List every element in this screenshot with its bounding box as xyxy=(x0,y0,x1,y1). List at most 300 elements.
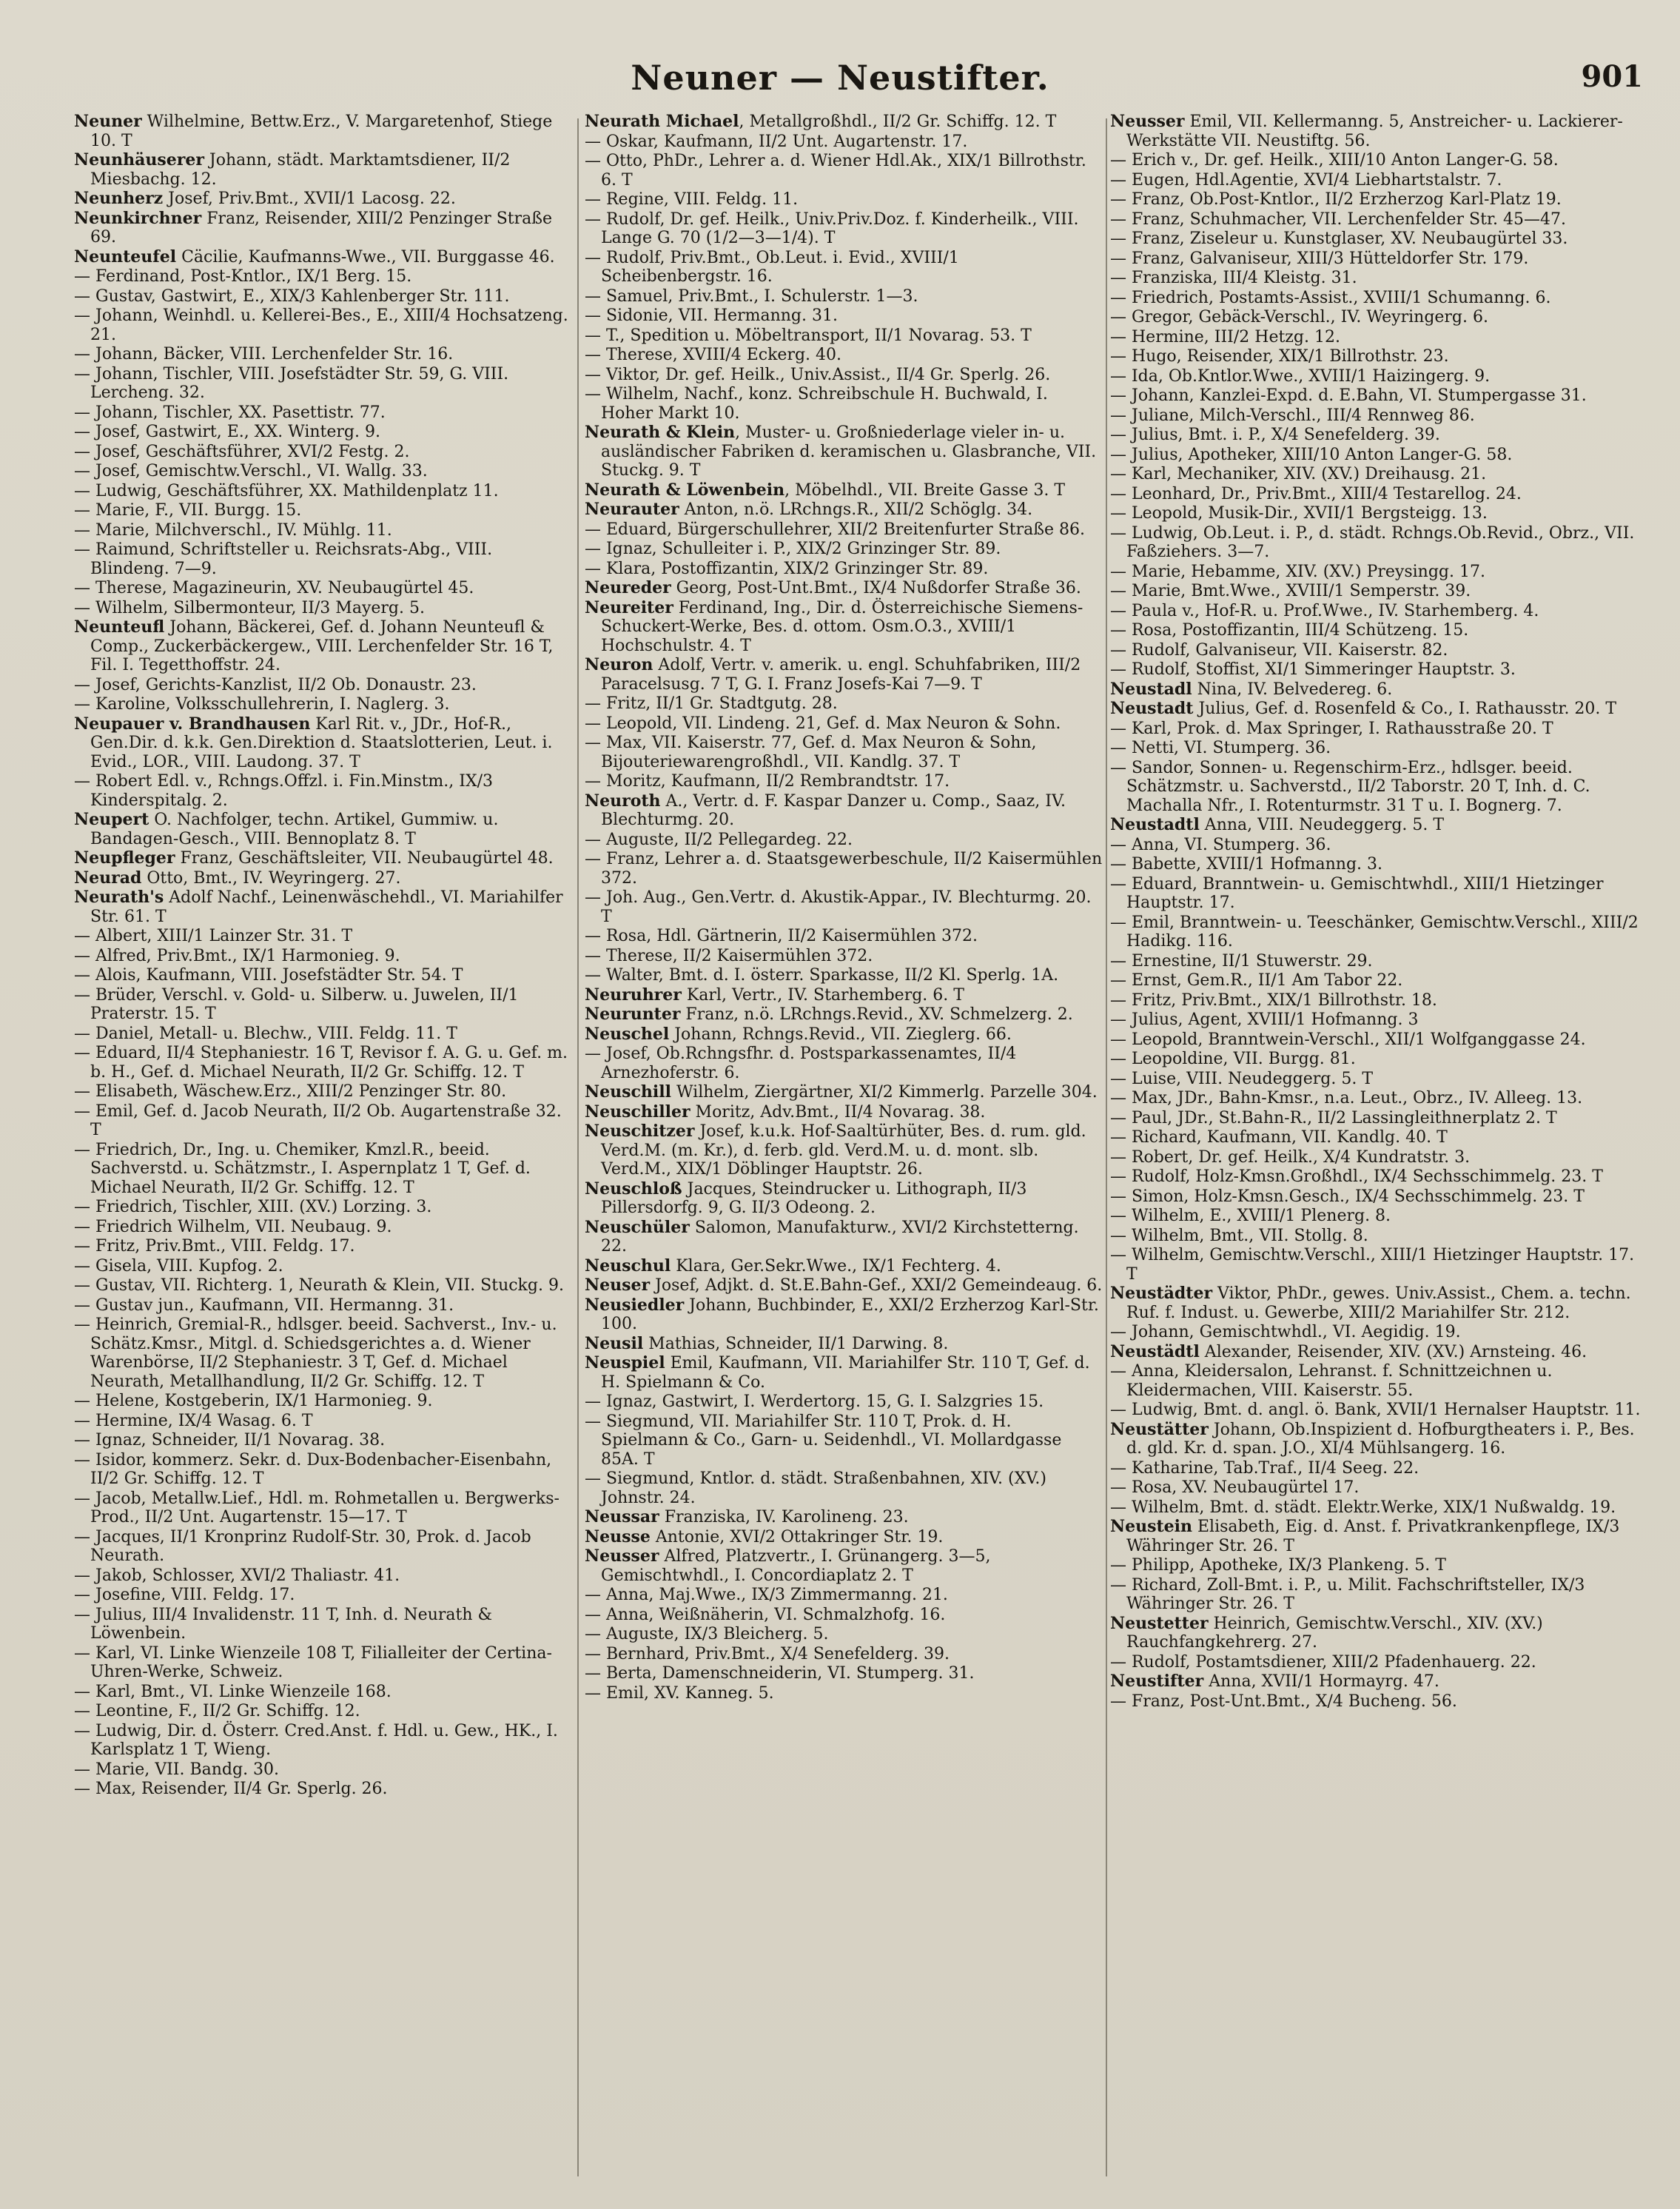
entry-text: Viktor, PhDr., gewes. Univ.Assist., Chem. a. techn. Ruf. f. Indust. u. Gewerbe, XIII/2 Mariahilfer Str. 212. xyxy=(1126,1284,1631,1322)
directory-entry xyxy=(74,209,570,247)
directory-entry xyxy=(1110,1010,1643,1030)
directory-entry xyxy=(1110,210,1643,229)
directory-entry xyxy=(74,811,570,848)
entry-text: — Karl, Prok. d. Max Springer, I. Rathausstraße 20. T xyxy=(1110,719,1553,738)
entry-surname: Neusil xyxy=(585,1333,644,1353)
directory-entry xyxy=(585,540,1103,559)
directory-entry xyxy=(1110,1070,1643,1089)
column-divider xyxy=(1106,118,1107,2176)
entry-text: Josef, k.u.k. Hof-Saaltürhüter, Bes. d. rum. gld. Verd.M. (m. Kr.), d. ferb. gld. Verd.M. u. d. mont. slb. Verd.M., XIX/1 Döblinger Hauptstr. 26. xyxy=(601,1122,1086,1179)
entry-text: — Rosa, Postoffizantin, III/4 Schützeng. 15. xyxy=(1110,621,1469,640)
entry-text: — Franz, Galvaniseur, XIII/3 Hütteldorfer Str. 179. xyxy=(1110,249,1529,268)
directory-entry xyxy=(1110,875,1643,913)
directory-entry xyxy=(1110,1518,1643,1555)
directory-entry xyxy=(1110,347,1643,366)
entry-text: — Rudolf, Postamtsdiener, XIII/2 Pfadenhauerg. 22. xyxy=(1110,1652,1536,1672)
directory-entry xyxy=(74,849,570,868)
directory-entry xyxy=(74,1198,570,1217)
entry-text: — Oskar, Kaufmann, II/2 Unt. Augartenstr. 17. xyxy=(585,132,968,151)
directory-entry xyxy=(585,287,1103,306)
entry-text: — Gregor, Gebäck-Verschl., IV. Weyringerg. 6. xyxy=(1110,308,1488,326)
directory-entry xyxy=(585,792,1103,830)
directory-entry xyxy=(585,1625,1103,1644)
directory-entry xyxy=(585,579,1103,598)
entry-text: Emil, VII. Kellermanng. 5, Anstreicher- u. Lackierer-Werkstätte VII. Neustiftg. 56. xyxy=(1126,113,1623,150)
entry-text: — Karoline, Volksschullehrerin, I. Naglerg. 3. xyxy=(74,695,450,714)
directory-entry xyxy=(585,1586,1103,1605)
directory-entry xyxy=(1110,1323,1643,1342)
directory-entry xyxy=(585,346,1103,365)
directory-entry xyxy=(1110,991,1643,1010)
entry-text: — Berta, Damenschneiderin, VI. Stumperg. 31. xyxy=(585,1664,975,1683)
entry-text: — Franziska, III/4 Kleistg. 31. xyxy=(1110,269,1357,287)
directory-entry xyxy=(74,695,570,714)
entry-surname: Neurath's xyxy=(74,888,164,907)
directory-entry xyxy=(585,947,1103,966)
entry-text: — Friedrich Wilhelm, VII. Neubaug. 9. xyxy=(74,1217,392,1236)
entry-text: Adolf Nachf., Leinenwäschehdl., VI. Mariahilfer Str. 61. T xyxy=(90,888,563,926)
directory-entry xyxy=(1110,1459,1643,1478)
entry-text: Ferdinand, Ing., Dir. d. Österreichische Siemens-Schuckert-Werke, Bes. d. ottom. Osm.O.3., XVIII/1 Hochschulstr. 4. T xyxy=(601,598,1083,655)
directory-entry xyxy=(74,190,570,209)
directory-entry xyxy=(1110,1284,1643,1322)
entry-text: — Rosa, Hdl. Gärtnerin, II/2 Kaisermühlen 372. xyxy=(585,927,978,945)
entry-surname: Neustein xyxy=(1110,1517,1192,1536)
directory-entry xyxy=(1110,1343,1643,1362)
directory-entry xyxy=(1110,426,1643,445)
entry-text: — Samuel, Priv.Bmt., I. Schulerstr. 1—3. xyxy=(585,286,918,306)
directory-entry xyxy=(74,540,570,578)
entry-text: Julius, Gef. d. Rosenfeld & Co., I. Rathausstr. 20. T xyxy=(1193,700,1617,718)
entry-text: — Max, VII. Kaiserstr. 77, Gef. d. Max Neuron & Sohn, Bijouteriewarengroßhdl., VII. Kandlg. 37. T xyxy=(585,734,1037,771)
directory-entry xyxy=(74,1218,570,1237)
entry-text: — Friedrich, Postamts-Assist., XVIII/1 Schumanng. 6. xyxy=(1110,288,1551,307)
directory-entry xyxy=(1110,1128,1643,1147)
entry-text: — Anna, Kleidersalon, Lehranst. f. Schnittzeichnen u. Kleidermachen, VIII. Kaiserstr. 55. xyxy=(1110,1362,1553,1400)
entry-text: — Marie, Milchverschl., IV. Mühlg. 11. xyxy=(74,520,392,540)
directory-entry xyxy=(1110,446,1643,465)
entry-text: — Richard, Kaufmann, VII. Kandlg. 40. T xyxy=(1110,1128,1448,1147)
entry-text: Wilhelmine, Bettw.Erz., V. Margaretenhof, Stiege 10. T xyxy=(90,113,553,150)
directory-entry xyxy=(74,618,570,675)
directory-entry xyxy=(74,1644,570,1682)
directory-entry xyxy=(74,1431,570,1450)
entry-surname: Neustetter xyxy=(1110,1613,1209,1633)
entry-surname: Neuner xyxy=(74,113,142,131)
directory-entry xyxy=(74,1315,570,1391)
entry-text: — Wilhelm, Bmt. d. städt. Elektr.Werke, XIX/1 Nußwaldg. 19. xyxy=(1110,1498,1616,1517)
directory-entry xyxy=(74,927,570,946)
entry-text: — Hugo, Reisender, XIX/1 Billrothstr. 23. xyxy=(1110,347,1449,366)
directory-entry xyxy=(585,423,1103,480)
entry-text: — Josef, Gerichts-Kanzlist, II/2 Ob. Donaustr. 23. xyxy=(74,675,477,694)
entry-surname: Neustifter xyxy=(1110,1672,1204,1691)
entry-text: — Rudolf, Stoffist, XI/1 Simmeringer Hauptstr. 3. xyxy=(1110,660,1516,679)
directory-entry xyxy=(1110,367,1643,386)
entry-text: — Jakob, Schlosser, XVI/2 Thaliastr. 41. xyxy=(74,1566,400,1585)
directory-entry xyxy=(1110,308,1643,327)
entry-text: — Franz, Ziseleur u. Kunstglaser, XV. Neubaugürtel 33. xyxy=(1110,229,1568,248)
entry-text: — Ludwig, Bmt. d. angl. ö. Bank, XVII/1 Hernalser Hauptstr. 11. xyxy=(1110,1401,1641,1419)
directory-entry xyxy=(1110,1576,1643,1614)
entry-surname: Neusser xyxy=(1110,113,1185,131)
directory-entry xyxy=(1110,113,1643,150)
directory-entry xyxy=(74,1760,570,1780)
entry-text: — Marie, Hebamme, XIV. (XV.) Preysingg. 17. xyxy=(1110,562,1485,581)
entry-text: — Hermine, III/2 Hetzg. 12. xyxy=(1110,327,1340,346)
entry-text: — Daniel, Metall- u. Blechw., VIII. Feldg. 11. T xyxy=(74,1024,457,1043)
column-right xyxy=(1110,113,1643,2185)
directory-entry xyxy=(1110,1167,1643,1187)
directory-entry xyxy=(585,734,1103,771)
directory-entry xyxy=(74,1025,570,1044)
entry-text: — Ida, Ob.Kntlor.Wwe., XVIII/1 Haizingerg. 9. xyxy=(1110,366,1491,386)
directory-entry xyxy=(1110,249,1643,269)
entry-text: — Richard, Zoll-Bmt. i. P., u. Milit. Fachschriftsteller, IX/3 Währinger Str. 26. T xyxy=(1110,1575,1585,1613)
entry-text: — Johann, Tischler, XX. Pasettistr. 77. xyxy=(74,403,386,422)
entry-text: — Leontine, F., II/2 Gr. Schiffg. 12. xyxy=(74,1702,360,1720)
entry-text: — Alfred, Priv.Bmt., IX/1 Harmonieg. 9. xyxy=(74,946,400,965)
directory-entry xyxy=(1110,1089,1643,1108)
directory-entry xyxy=(1110,151,1643,170)
entry-text: — Therese, Magazineurin, XV. Neubaugürtel 45. xyxy=(74,579,474,597)
directory-entry xyxy=(585,306,1103,326)
entry-text: Otto, Bmt., IV. Weyringerg. 27. xyxy=(141,868,401,888)
directory-entry xyxy=(74,1044,570,1082)
directory-entry xyxy=(74,1257,570,1276)
entry-text: — Johann, Gemischtwhdl., VI. Aegidig. 19. xyxy=(1110,1323,1461,1341)
entry-surname: Neurauter xyxy=(585,500,679,519)
entry-text: — Eugen, Hdl.Agentie, XVI/4 Liebhartstalstr. 7. xyxy=(1110,170,1502,190)
directory-entry xyxy=(585,326,1103,346)
entry-surname: Neussar xyxy=(585,1507,659,1526)
entry-text: — Franz, Lehrer a. d. Staatsgewerbeschule, II/2 Kaisermühlen 372. xyxy=(585,850,1103,888)
entry-text: — Gustav jun., Kaufmann, VII. Hermanng. 31. xyxy=(74,1295,454,1315)
entry-text: Moritz, Adv.Bmt., II/4 Novarag. 38. xyxy=(690,1102,986,1122)
page-title: Neuner — Neustifter. xyxy=(631,58,1049,98)
entry-text: — Johann, Bäcker, VIII. Lerchenfelder Str. 16. xyxy=(74,345,454,363)
entry-text: — Eduard, Branntwein- u. Gemischtwhdl., XIII/1 Hietzinger Hauptstr. 17. xyxy=(1110,874,1604,912)
directory-entry xyxy=(585,1354,1103,1392)
entry-text: — Ernestine, II/1 Stuwerstr. 29. xyxy=(1110,951,1373,971)
directory-entry xyxy=(585,1392,1103,1412)
directory-entry xyxy=(585,500,1103,520)
entry-text: Alfred, Platzvertr., I. Grünangerg. 3—5, Gemischtwhdl., I. Concordiaplatz 2. T xyxy=(601,1547,991,1585)
directory-entry xyxy=(1110,914,1643,951)
directory-entry xyxy=(1110,759,1643,816)
entry-text: — Leonhard, Dr., Priv.Bmt., XIII/4 Testarellog. 24. xyxy=(1110,484,1522,503)
directory-entry xyxy=(585,1025,1103,1045)
entry-surname: Neusiedler xyxy=(585,1295,685,1315)
directory-entry xyxy=(585,210,1103,248)
directory-entry xyxy=(585,249,1103,286)
directory-entry xyxy=(1110,171,1643,190)
entry-text: — Rudolf, Holz-Kmsn.Großhdl., IX/4 Sechsschimmelg. 23. T xyxy=(1110,1167,1603,1186)
entry-text: — Julius, III/4 Invalidenstr. 11 T, Inh. d. Neurath & Löwenbein. xyxy=(74,1605,493,1643)
entry-surname: Neureiter xyxy=(585,597,673,617)
entry-text: — Rudolf, Dr. gef. Heilk., Univ.Priv.Doz. f. Kinderheilk., VIII. Lange G. 70 (1/2—3—1/4). T xyxy=(585,209,1079,247)
entry-text: Josef, Adjkt. d. St.E.Bahn-Gef., XXI/2 Gemeindeaug. 6. xyxy=(650,1276,1103,1295)
entry-text: — Otto, PhDr., Lehrer a. d. Wiener Hdl.Ak., XIX/1 Billrothstr. 6. T xyxy=(585,152,1086,190)
entry-text: — Eduard, II/4 Stephaniestr. 16 T, Revisor f. A. G. u. Gef. m. b. H., Gef. d. Michael Neurath, II/2 Gr. Schiffg. 12. T xyxy=(74,1044,568,1082)
directory-entry xyxy=(74,1276,570,1295)
directory-entry xyxy=(74,423,570,442)
directory-entry xyxy=(585,927,1103,946)
directory-entry xyxy=(585,772,1103,791)
entry-text: — Josef, Ob.Rchngsfhr. d. Postsparkassenamtes, II/4 Arnezhoferstr. 6. xyxy=(585,1045,1017,1082)
entry-text: — Simon, Holz-Kmsn.Gesch., IX/4 Sechsschimmelg. 23. T xyxy=(1110,1187,1585,1206)
entry-text: — Karl, VI. Linke Wienzeile 108 T, Filialleiter der Certina-Uhren-Werke, Schweiz. xyxy=(74,1643,552,1681)
entry-text: Josef, Priv.Bmt., XVII/1 Lacosg. 22. xyxy=(163,190,456,208)
directory-entry xyxy=(1110,1227,1643,1246)
directory-entry xyxy=(1110,739,1643,758)
entry-text: — Johann, Weinhdl. u. Kellerei-Bes., E., XIII/4 Hochsatzeng. 21. xyxy=(74,306,568,344)
entry-surname: Neurunter xyxy=(585,1005,681,1024)
directory-entry xyxy=(1110,836,1643,855)
directory-entry xyxy=(1110,720,1643,739)
entry-surname: Neustätter xyxy=(1110,1419,1209,1439)
entry-text: — Siegmund, Kntlor. d. städt. Straßenbahnen, XIV. (XV.) Johnstr. 24. xyxy=(585,1469,1046,1507)
entry-text: — Gustav, VII. Richterg. 1, Neurath & Klein, VII. Stuckg. 9. xyxy=(74,1276,564,1295)
directory-entry xyxy=(74,267,570,286)
entry-text: , Metallgroßhdl., II/2 Gr. Schiffg. 12. T xyxy=(739,113,1057,131)
directory-entry xyxy=(74,306,570,344)
directory-entry xyxy=(1110,1109,1643,1128)
entry-text: — Wilhelm, Gemischtw.Verschl., XIII/1 Hietzinger Hauptstr. 17. T xyxy=(1110,1246,1635,1284)
entry-surname: Neurath & Löwenbein xyxy=(585,480,785,500)
directory-entry xyxy=(74,1082,570,1102)
entry-text: — Josefine, VIII. Feldg. 17. xyxy=(74,1586,295,1604)
directory-entry xyxy=(74,1528,570,1566)
directory-entry xyxy=(1110,1498,1643,1518)
entry-text: — Auguste, IX/3 Bleicherg. 5. xyxy=(585,1625,829,1643)
entry-text: Franziska, IV. Karolineng. 23. xyxy=(659,1508,909,1526)
directory-entry xyxy=(1110,289,1643,308)
directory-entry xyxy=(585,694,1103,714)
directory-entry xyxy=(74,1392,570,1411)
entry-text: Karl Rit. v., JDr., Hof-R., Gen.Dir. d. k.k. Gen.Direktion d. Staatslotterien, Leut. i. Evid., LOR., VIII. Laudong. 37. T xyxy=(90,714,553,771)
directory-entry xyxy=(1110,855,1643,874)
directory-entry xyxy=(74,599,570,618)
entry-surname: Neustadtl xyxy=(1110,815,1200,834)
directory-entry xyxy=(1110,1362,1643,1400)
entry-text: — Babette, XVIII/1 Hofmanng. 3. xyxy=(1110,855,1383,874)
entry-text: — Therese, XVIII/4 Eckerg. 40. xyxy=(585,346,842,364)
entry-text: — Sandor, Sonnen- u. Regenschirm-Erz., hdlsger. beeid. Schätzmstr. u. Sachverstd., II/2 Taborstr. 20 T, Inh. d. C. Machalla Nfr., I. Rotenturmstr. 31 T u. I. Bognerg. 7. xyxy=(1110,758,1590,815)
entry-text: — Leopold, VII. Lindeng. 21, Gef. d. Max Neuron & Sohn. xyxy=(585,714,1061,733)
page-number: 901 xyxy=(1581,59,1643,94)
directory-entry xyxy=(74,501,570,520)
entry-text: — Philipp, Apotheke, IX/3 Plankeng. 5. T xyxy=(1110,1556,1446,1575)
entry-text: — Netti, VI. Stumperg. 36. xyxy=(1110,739,1331,757)
directory-entry xyxy=(585,385,1103,423)
entry-text: — Friedrich, Dr., Ing. u. Chemiker, Kmzl.R., beeid. Sachverstd. u. Schätzmstr., I. Aspernplatz 1 T, Gef. d. Michael Neurath, II/2 Gr. Schiffg. 12. T xyxy=(74,1140,531,1197)
directory-entry xyxy=(585,481,1103,500)
entry-text: — Ludwig, Dir. d. Österr. Cred.Anst. f. Hdl. u. Gew., HK., I. Karlsplatz 1 T, Wieng. xyxy=(74,1721,558,1759)
entry-surname: Neuschiller xyxy=(585,1102,691,1122)
entry-surname: Neunherz xyxy=(74,189,164,208)
entry-text: Nina, IV. Belvedereg. 6. xyxy=(1192,680,1393,699)
entry-text: Franz, Geschäftsleiter, VII. Neubaugürtel 48. xyxy=(175,849,554,868)
directory-entry xyxy=(74,1451,570,1489)
entry-text: — Paul, JDr., St.Bahn-R., II/2 Lassingleithnerplatz 2. T xyxy=(1110,1108,1557,1127)
directory-entry xyxy=(74,1412,570,1431)
directory-entry xyxy=(74,365,570,403)
directory-entry xyxy=(74,947,570,966)
directory-entry xyxy=(74,482,570,501)
directory-entry xyxy=(74,521,570,540)
directory-entry xyxy=(585,1219,1103,1256)
directory-entry xyxy=(585,133,1103,152)
directory-entry xyxy=(585,1276,1103,1295)
entry-text: — Josef, Geschäftsführer, XVI/2 Festg. 2. xyxy=(74,442,410,461)
entry-text: — Marie, Bmt.Wwe., XVIII/1 Semperstr. 39. xyxy=(1110,582,1471,600)
entry-surname: Neuruhrer xyxy=(585,985,682,1005)
entry-text: Karl, Vertr., IV. Starhemberg. 6. T xyxy=(681,985,964,1005)
directory-entry xyxy=(1110,1050,1643,1069)
entry-text: — Ernst, Gem.R., II/1 Am Tabor 22. xyxy=(1110,971,1403,990)
entry-surname: Neuschill xyxy=(585,1082,671,1102)
directory-entry xyxy=(1110,1207,1643,1226)
directory-entry xyxy=(74,869,570,888)
entry-surname: Neuschul xyxy=(585,1256,671,1276)
entry-text: Johann, Ob.Inspizient d. Hofburgtheaters i. P., Bes. d. gld. Kr. d. span. J.O., XI/4 Mühlsangerg. 16. xyxy=(1126,1420,1635,1458)
directory-entry xyxy=(1110,1246,1643,1284)
directory-entry xyxy=(585,113,1103,132)
entry-text: — Wilhelm, E., XVIII/1 Plenerg. 8. xyxy=(1110,1207,1391,1225)
entry-text: — Leopold, Musik-Dir., XVII/1 Bergsteigg. 13. xyxy=(1110,504,1488,523)
directory-entry xyxy=(1110,1478,1643,1498)
entry-text: Johann, Buchbinder, E., XXI/2 Erzherzog Karl-Str. 100. xyxy=(601,1295,1099,1333)
directory-entry xyxy=(1110,641,1643,660)
entry-surname: Neuspiel xyxy=(585,1353,665,1372)
entry-text: Salomon, Manufakturw., XVI/2 Kirchstetterng. 22. xyxy=(601,1218,1079,1256)
directory-entry xyxy=(585,1645,1103,1664)
directory-entry xyxy=(585,1606,1103,1625)
entry-text: A., Vertr. d. F. Kaspar Danzer u. Comp., Saaz, IV. Blechturmg. 20. xyxy=(601,791,1066,829)
entry-text: — T., Spedition u. Möbeltransport, II/1 Novarag. 53. T xyxy=(585,326,1032,345)
directory-entry xyxy=(1110,1401,1643,1420)
directory-entry xyxy=(74,403,570,423)
directory-entry xyxy=(74,715,570,772)
entry-text: — Albert, XIII/1 Lainzer Str. 31. T xyxy=(74,927,353,945)
directory-entry xyxy=(1110,700,1643,719)
directory-entry xyxy=(1110,386,1643,406)
directory-entry xyxy=(1110,524,1643,562)
entry-text: Anton, n.ö. LRchngs.R., XII/2 Schöglg. 34. xyxy=(679,500,1033,519)
entry-text: — Elisabeth, Wäschew.Erz., XIII/2 Penzinger Str. 80. xyxy=(74,1082,507,1101)
directory-entry xyxy=(1110,1692,1643,1712)
entry-surname: Neupert xyxy=(74,810,149,829)
entry-text: — Julius, Agent, XVIII/1 Hofmanng. 3 xyxy=(1110,1010,1419,1029)
directory-entry xyxy=(585,190,1103,209)
directory-entry xyxy=(74,676,570,695)
entry-text: — Max, Reisender, II/4 Gr. Sperlg. 26. xyxy=(74,1780,388,1798)
entry-text: — Julius, Bmt. i. P., X/4 Senefelderg. 39. xyxy=(1110,426,1440,444)
entry-surname: Neureder xyxy=(585,578,671,597)
entry-surname: Neuron xyxy=(585,655,653,674)
directory-entry xyxy=(585,152,1103,190)
directory-entry xyxy=(1110,621,1643,640)
directory-entry xyxy=(1110,1421,1643,1458)
directory-entry xyxy=(74,986,570,1024)
entry-text: — Bernhard, Priv.Bmt., X/4 Senefelderg. 39. xyxy=(585,1644,950,1663)
entry-text: Georg, Post-Unt.Bmt., IX/4 Nußdorfer Straße 36. xyxy=(671,579,1081,597)
directory-entry xyxy=(1110,406,1643,426)
entry-surname: Neuschitzer xyxy=(585,1122,695,1141)
entry-text: — Johann, Kanzlei-Expd. d. E.Bahn, VI. Stumpergasse 31. xyxy=(1110,386,1587,405)
entry-text: Elisabeth, Eig. d. Anst. f. Privatkrankenpflege, IX/3 Währinger Str. 26. T xyxy=(1126,1518,1620,1555)
entry-text: — Erich v., Dr. gef. Heilk., XIII/10 Anton Langer-G. 58. xyxy=(1110,151,1559,170)
entry-text: — Marie, VII. Bandg. 30. xyxy=(74,1760,280,1779)
entry-text: — Fritz, Priv.Bmt., XIX/1 Billrothstr. 18. xyxy=(1110,990,1437,1010)
directory-entry xyxy=(1110,465,1643,484)
entry-text: — Karl, Mechaniker, XIV. (XV.) Dreihausg. 21. xyxy=(1110,465,1487,483)
directory-entry xyxy=(74,1566,570,1586)
entry-text: — Ignaz, Schneider, II/1 Novarag. 38. xyxy=(74,1431,386,1449)
entry-text: — Emil, XV. Kanneg. 5. xyxy=(585,1683,774,1703)
directory-entry xyxy=(1110,504,1643,523)
directory-entry xyxy=(585,1005,1103,1025)
column-left xyxy=(74,113,570,2185)
entry-surname: Neupauer v. Brandhausen xyxy=(74,714,311,734)
entry-text: — Emil, Gef. d. Jacob Neurath, II/2 Ob. Augartenstraße 32. T xyxy=(74,1102,562,1139)
directory-entry xyxy=(74,579,570,598)
entry-surname: Neustadt xyxy=(1110,699,1194,718)
directory-entry xyxy=(1110,563,1643,582)
entry-text: — Leopold, Branntwein-Verschl., XII/1 Wolfganggasse 24. xyxy=(1110,1030,1586,1049)
entry-text: Franz, Reisender, XIII/2 Penzinger Straße 69. xyxy=(90,209,552,247)
directory-entry xyxy=(585,1257,1103,1276)
entry-text: — Jacob, Metallw.Lief., Hdl. m. Rohmetallen u. Bergwerks-Prod., II/2 Unt. Augartenstr. 15—17. T xyxy=(74,1489,560,1526)
directory-entry xyxy=(74,1296,570,1315)
entry-text: — Ludwig, Geschäftsführer, XX. Mathildenplatz 11. xyxy=(74,481,499,500)
directory-entry xyxy=(585,888,1103,926)
directory-entry xyxy=(74,1237,570,1256)
entry-surname: Neuschel xyxy=(585,1024,670,1044)
entry-text: — Klara, Postoffizantin, XIX/2 Grinzinger Str. 89. xyxy=(585,559,989,578)
entry-surname: Neurad xyxy=(74,868,142,888)
entry-text: — Sidonie, VII. Hermanng. 31. xyxy=(585,306,838,325)
directory-entry xyxy=(585,656,1103,694)
entry-text: — Fritz, Priv.Bmt., VIII. Feldg. 17. xyxy=(74,1237,355,1256)
entry-surname: Neuschloß xyxy=(585,1179,682,1199)
directory-entry xyxy=(74,888,570,926)
directory-entry xyxy=(1110,485,1643,504)
entry-surname: Neupfleger xyxy=(74,848,175,868)
entry-text: — Anna, Weißnäherin, VI. Schmalzhofg. 16. xyxy=(585,1605,946,1624)
column-divider xyxy=(577,118,579,2176)
directory-entry xyxy=(1110,1556,1643,1575)
directory-entry xyxy=(585,1335,1103,1354)
entry-text: — Anna, Maj.Wwe., IX/3 Zimmermanng. 21. xyxy=(585,1586,948,1604)
entry-text: — Franz, Schuhmacher, VII. Lerchenfelder Str. 45—47. xyxy=(1110,209,1566,229)
entry-surname: Neuser xyxy=(585,1276,651,1295)
directory-entry xyxy=(74,1141,570,1198)
directory-entry xyxy=(585,1547,1103,1585)
entry-text: — Josef, Gemischtw.Verschl., VI. Wallg. 33. xyxy=(74,462,428,480)
entry-text: Johann, Rchngs.Revid., VII. Zieglerg. 66. xyxy=(669,1025,1012,1044)
directory-entry xyxy=(585,1045,1103,1082)
directory-entry xyxy=(1110,660,1643,680)
directory-entry xyxy=(1110,602,1643,621)
directory-entry xyxy=(1110,1653,1643,1672)
entry-text: — Robert Edl. v., Rchngs.Offzl. i. Fin.Minstm., IX/3 Kinderspitalg. 2. xyxy=(74,772,494,810)
entry-text: Heinrich, Gemischtw.Verschl., XIV. (XV.) Rauchfangkehrerg. 27. xyxy=(1126,1614,1543,1652)
entry-text: — Moritz, Kaufmann, II/2 Rembrandtstr. 17. xyxy=(585,772,950,791)
directory-entry xyxy=(74,1702,570,1721)
entry-surname: Neunhäuserer xyxy=(74,150,204,170)
